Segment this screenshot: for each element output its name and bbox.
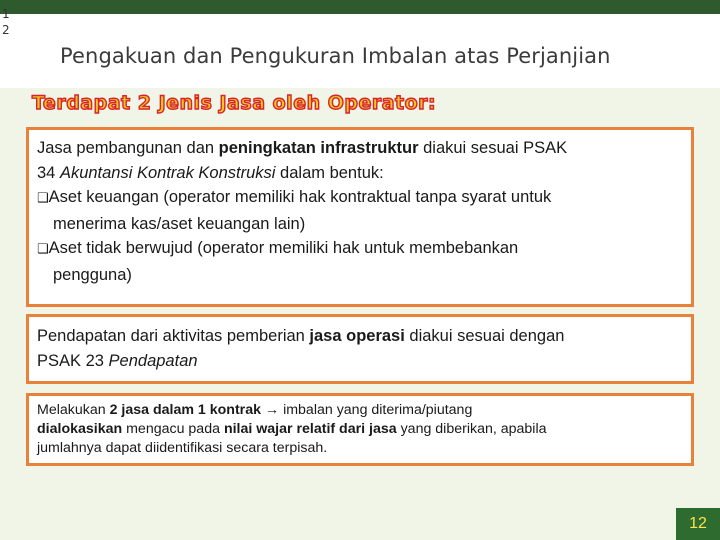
slide-number-top — [2, 6, 10, 38]
text-span: yang diberikan, apabila — [396, 421, 547, 437]
slide-number-digit: 1 — [2, 7, 10, 21]
text-span: Aset tidak berwujud (operator memiliki hak untuk membebankan — [48, 239, 519, 257]
construction-service-box — [26, 127, 694, 307]
text-span: 34 — [37, 163, 60, 182]
text-span: imbalan yang diterima/piutang — [283, 402, 473, 418]
section-subtitle: Terdapat 2 Jenis Jasa oleh Operator: — [32, 92, 437, 114]
text-span: diakui sesuai PSAK — [418, 139, 568, 157]
text-span: PSAK 23 — [37, 351, 109, 370]
checkbox-bullet-icon: ❑ — [37, 242, 49, 257]
text-line: jumlahnya dapat diidentifikasi secara terpisah. — [37, 440, 328, 456]
text-span: diakui sesuai dengan — [404, 327, 565, 345]
arrow-right-icon: → — [260, 402, 284, 418]
allocation-box — [26, 393, 694, 466]
text-line — [37, 136, 683, 161]
text-line — [37, 420, 683, 439]
text-span: Jasa pembangunan dan — [37, 139, 219, 157]
bullet-item — [37, 185, 683, 212]
bold-text: 2 jasa dalam 1 kontrak — [109, 402, 261, 418]
italic-text: Pendapatan — [108, 351, 198, 370]
slide-title: Pengakuan dan Pengukuran Imbalan atas Perjanjian — [60, 44, 611, 68]
text-line — [37, 349, 683, 374]
bold-text: peningkatan infrastruktur — [218, 139, 419, 157]
bullet-continuation: pengguna) — [53, 265, 132, 284]
text-line — [37, 161, 683, 186]
top-bar — [0, 0, 720, 14]
text-line — [37, 401, 683, 420]
text-line — [37, 324, 683, 349]
bold-text: dialokasikan — [37, 421, 123, 437]
bold-text: jasa operasi — [309, 327, 405, 345]
checkbox-bullet-icon: ❑ — [37, 191, 49, 206]
operation-service-box — [26, 314, 694, 384]
text-span: Pendapatan dari aktivitas pemberian — [37, 327, 310, 345]
italic-text: Akuntansi Kontrak Konstruksi — [59, 163, 276, 182]
text-span: dalam bentuk: — [275, 163, 384, 182]
page-number: 12 — [676, 508, 720, 540]
bold-text: nilai wajar relatif dari jasa — [223, 421, 397, 437]
text-span: mengacu pada — [122, 421, 224, 437]
text-span: Aset keuangan (operator memiliki hak kontraktual tanpa syarat untuk — [48, 188, 552, 206]
text-span: Melakukan — [37, 402, 110, 418]
slide-number-digit: 2 — [2, 23, 10, 37]
bullet-item — [37, 236, 683, 263]
bullet-continuation: menerima kas/aset keuangan lain) — [53, 214, 306, 233]
